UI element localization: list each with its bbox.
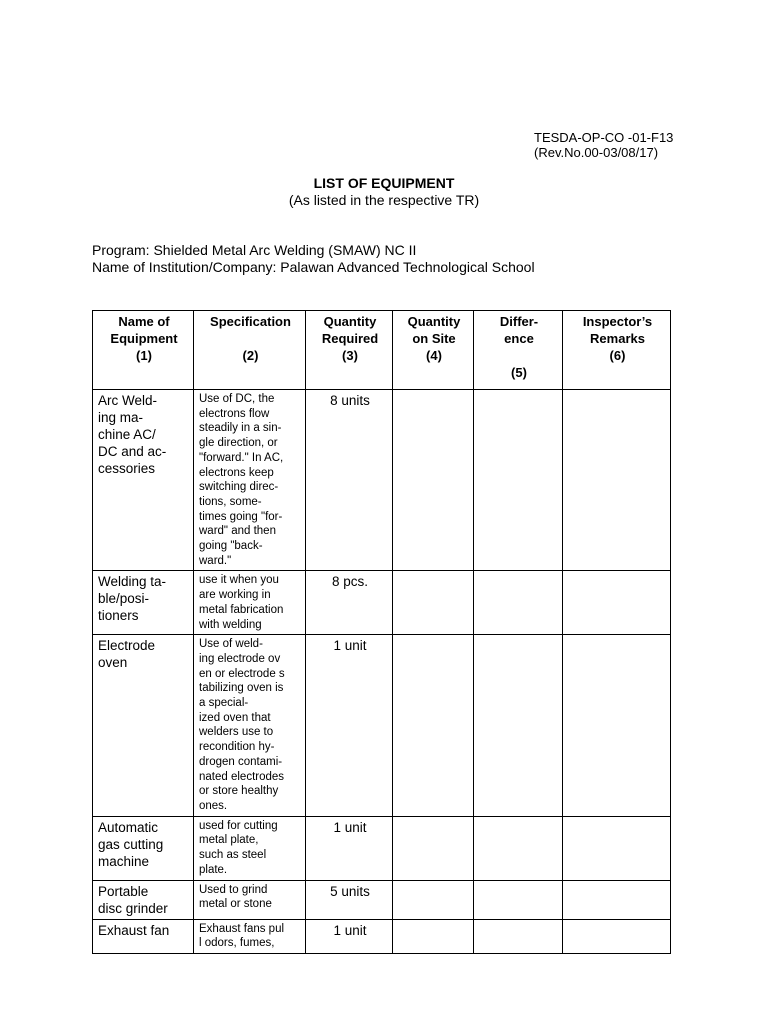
header-quantity-required: Quantity Required (3) [306,311,393,390]
specification-cell: Used to grind metal or stone [194,880,306,919]
difference-cell [474,919,563,953]
equipment-name-cell: Automatic gas cutting machine [93,816,194,880]
table-row [93,880,671,919]
inspector-remarks-cell [563,816,671,880]
inspector-remarks-cell [563,571,671,635]
document-code-block [534,130,673,160]
header-quantity-on-site: Quantity on Site (4) [393,311,474,390]
revision-number: (Rev.No.00-03/08/17) [534,145,659,160]
program-line: Program: Shielded Metal Arc Welding (SMAW) NC II [92,242,417,258]
equipment-name-cell: Arc Weld- ing ma- chine AC/ DC and ac- cessories [93,390,194,571]
quantity-on-site-cell [393,390,474,571]
page-title: LIST OF EQUIPMENT [313,175,455,191]
inspector-remarks-cell [563,919,671,953]
specification-cell: used for cutting metal plate, such as steel plate. [194,816,306,880]
difference-cell [474,816,563,880]
document-title-block [0,175,768,209]
difference-cell [474,390,563,571]
inspector-remarks-cell [563,635,671,816]
quantity-on-site-cell [393,880,474,919]
table-row [93,919,671,953]
difference-cell [474,571,563,635]
table-row [93,816,671,880]
table-header-row [93,311,671,390]
equipment-name-cell: Electrode oven [93,635,194,816]
quantity-on-site-cell [393,635,474,816]
header-name-of-equipment: Name of Equipment (1) [93,311,194,390]
page-subtitle: (As listed in the respective TR) [288,192,480,208]
specification-cell: use it when you are working in metal fabrication with welding [194,571,306,635]
quantity-on-site-cell [393,571,474,635]
form-code: TESDA-OP-CO -01-F13 [534,130,674,145]
quantity-required-cell: 8 pcs. [306,571,393,635]
quantity-required-cell: 5 units [306,880,393,919]
equipment-name-cell: Welding ta- ble/posi- tioners [93,571,194,635]
difference-cell [474,880,563,919]
header-difference: Differ- ence (5) [474,311,563,390]
difference-cell [474,635,563,816]
quantity-on-site-cell [393,919,474,953]
table-row [93,390,671,571]
equipment-table [92,310,671,954]
institution-line: Name of Institution/Company: Palawan Advanced Technological School [92,259,535,275]
quantity-required-cell: 1 unit [306,919,393,953]
program-info [92,242,535,276]
header-inspector-remarks: Inspector’s Remarks (6) [563,311,671,390]
quantity-required-cell: 1 unit [306,816,393,880]
specification-cell: Use of DC, the electrons flow steadily in a sin- gle direction, or "forward." In AC, electrons keep switching direc- tions, some- times going "for- ward" and then going "back- ward." [194,390,306,571]
quantity-required-cell: 1 unit [306,635,393,816]
equipment-name-cell: Portable disc grinder [93,880,194,919]
table-row [93,635,671,816]
quantity-required-cell: 8 units [306,390,393,571]
inspector-remarks-cell [563,880,671,919]
inspector-remarks-cell [563,390,671,571]
header-specification: Specification (2) [194,311,306,390]
quantity-on-site-cell [393,816,474,880]
equipment-name-cell: Exhaust fan [93,919,194,953]
table-row [93,571,671,635]
specification-cell: Exhaust fans pul l odors, fumes, [194,919,306,953]
specification-cell: Use of weld- ing electrode ov en or electrode s tabilizing oven is a special- ized oven that welders use to recondition hy- drogen contami- nated electrodes or store healthy ones. [194,635,306,816]
